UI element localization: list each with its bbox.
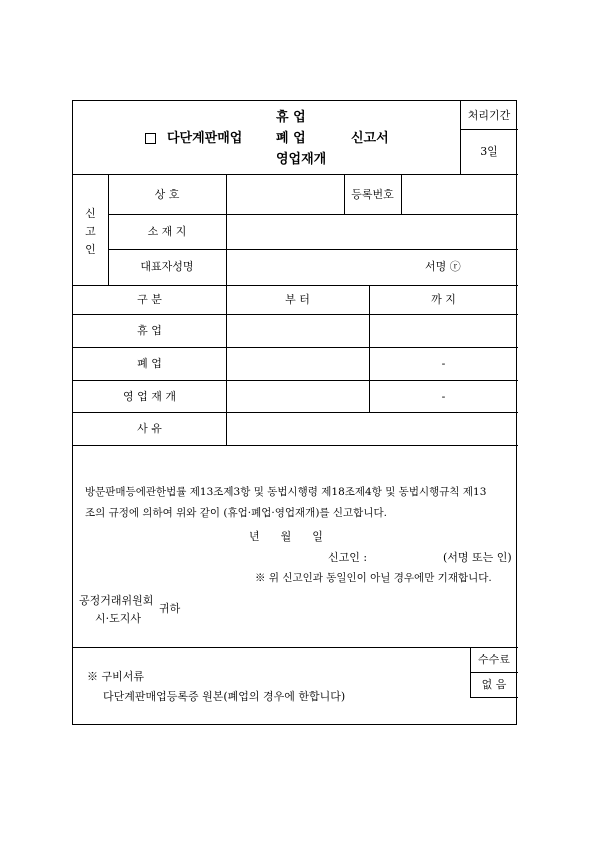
column-type: 구 분 xyxy=(137,293,162,306)
form-title-suffix: 신고서 xyxy=(351,131,389,146)
column-from: 부 터 xyxy=(285,293,310,306)
row-suspend-label: 휴 업 xyxy=(137,324,162,337)
kind-suspend: 휴 업 xyxy=(276,110,306,125)
signature-mark: 서명 ⓡ xyxy=(425,260,461,273)
addressee-governor: 시·도지사 xyxy=(95,612,142,625)
kind-close: 폐 업 xyxy=(276,131,306,146)
registration-number-label: 등록번호 xyxy=(351,188,394,201)
registration-number-field[interactable] xyxy=(402,175,517,213)
representative-name-field[interactable] xyxy=(227,250,517,284)
row-close-to[interactable]: - xyxy=(441,357,446,370)
processing-period-label: 처리기간 xyxy=(467,109,511,122)
trade-name-field[interactable] xyxy=(227,175,343,213)
trade-name-label: 상 호 xyxy=(154,188,180,201)
location-field[interactable] xyxy=(227,215,517,248)
representative-name-label: 대표자성명 xyxy=(140,260,194,273)
row-resume-to[interactable]: - xyxy=(441,390,446,403)
reason-label: 사 유 xyxy=(137,422,162,435)
applicant-group-label: 신 고 인 xyxy=(85,207,96,256)
required-docs-title: ※ 구비서류 xyxy=(87,670,145,683)
checkbox-label: 다단계판매업 xyxy=(167,131,243,146)
column-to: 까 지 xyxy=(431,293,456,306)
processing-period-value: 3일 xyxy=(480,145,498,158)
statement-line-2: 조의 규정에 의하여 위와 같이 (휴업·폐업·영업재개)를 신고합니다. xyxy=(85,507,387,519)
statement-line-1: 방문판매등에관한법률 제13조제3항 및 동법시행령 제18조제4항 및 동법시행규칙 제13 xyxy=(85,486,487,498)
fee-label: 수수료 xyxy=(478,653,510,666)
row-resume-label: 영 업 재 개 xyxy=(123,390,176,403)
applicant-sign-label: 신고인 : xyxy=(328,551,368,564)
honorific: 귀하 xyxy=(159,602,181,615)
report-form xyxy=(72,100,517,725)
report-date: 년 월 일 xyxy=(249,530,323,543)
row-close-label: 폐 업 xyxy=(137,357,162,370)
sign-or-seal-note: (서명 또는 인) xyxy=(443,551,512,564)
kind-resume: 영업재개 xyxy=(276,152,327,167)
form-type-checkbox[interactable] xyxy=(145,133,156,144)
addressee-ftc: 공정거래위원회 xyxy=(79,594,154,607)
reason-field[interactable] xyxy=(227,413,517,444)
location-label: 소 재 지 xyxy=(147,225,187,238)
applicant-note: ※ 위 신고인과 동일인이 아닐 경우에만 기재합니다. xyxy=(255,572,492,584)
fee-value: 없 음 xyxy=(481,678,507,691)
required-docs-item: 다단계판매업등록증 원본(폐업의 경우에 한합니다) xyxy=(103,690,346,703)
